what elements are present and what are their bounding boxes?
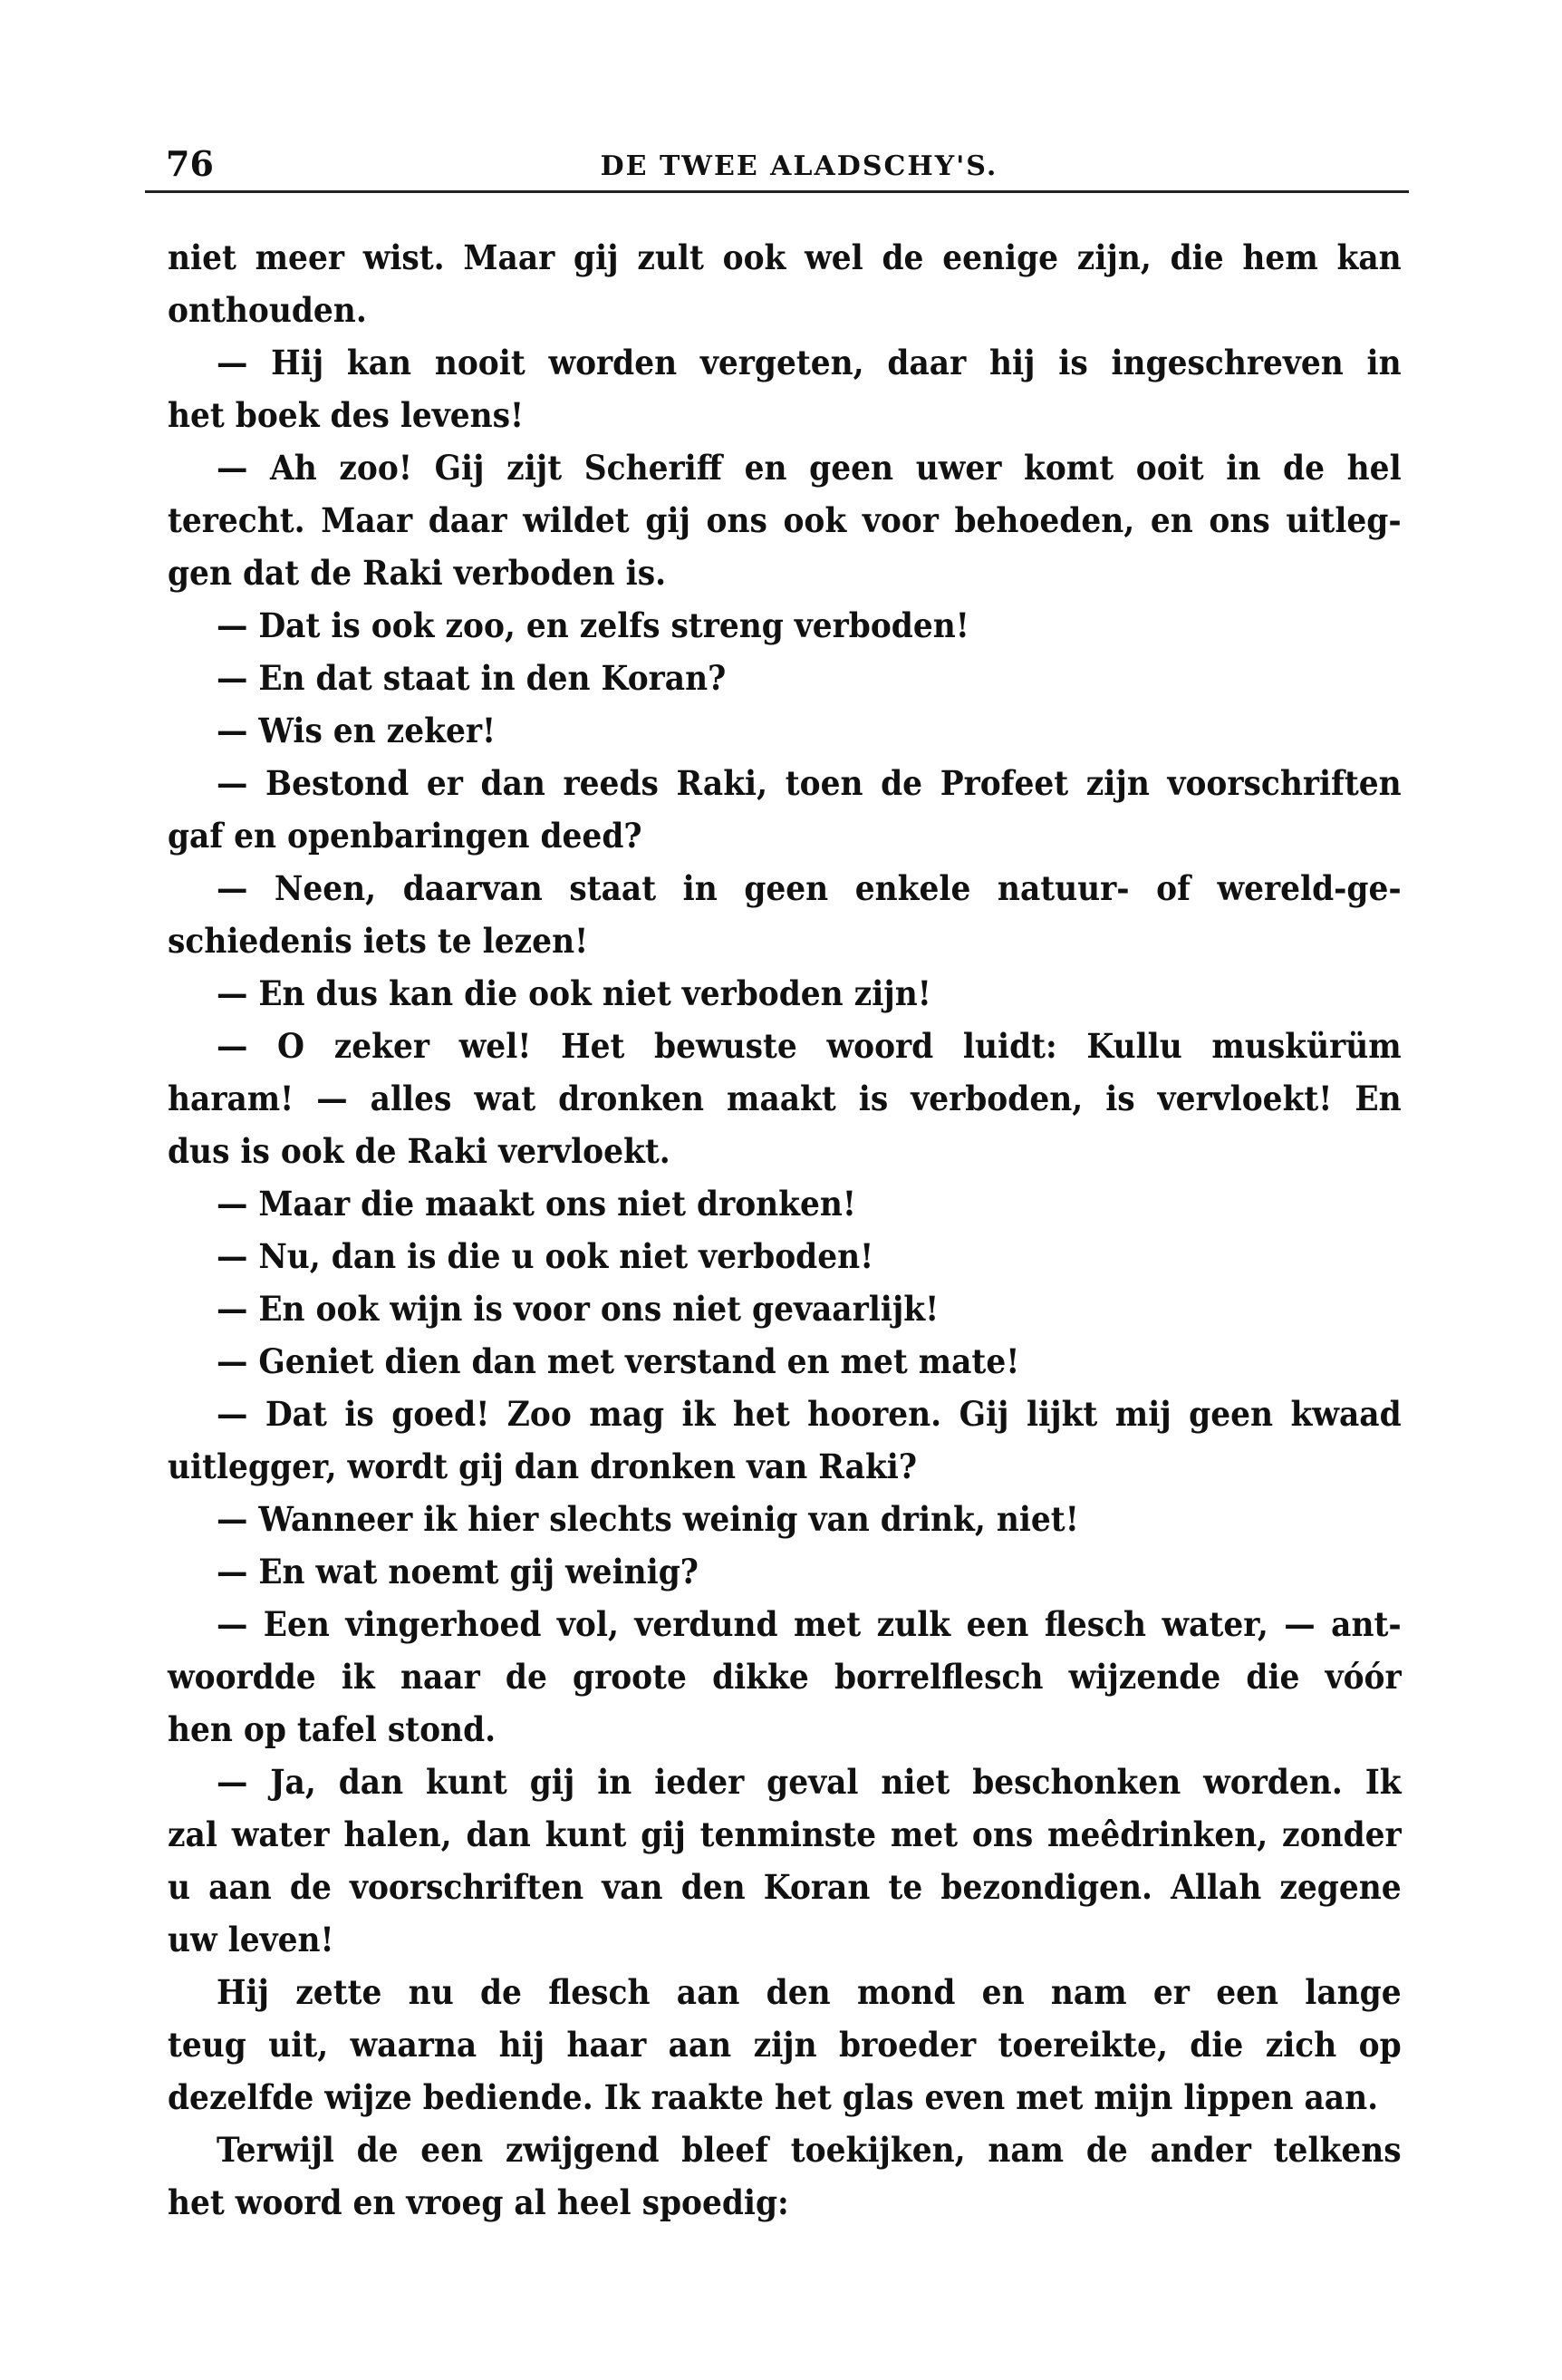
text-line: dus is ook de Raki vervloekt. <box>168 1131 670 1171</box>
text-line: — En dat staat in den Koran? <box>216 658 727 698</box>
text-line: — En wat noemt gij weinig? <box>216 1552 699 1592</box>
text-line: niet meer wist. Maar gij zult ook wel de eenige zijn, die hem kan <box>168 237 1402 277</box>
text-line: — Wanneer ik hier slechts weinig van drink, niet! <box>216 1499 1079 1539</box>
text-line: het woord en vroeg al heel spoedig: <box>168 2182 789 2222</box>
text-line: haram! — alles wat dronken maakt is verboden, is vervloekt! En <box>168 1079 1402 1118</box>
text-line: — Geniet dien dan met verstand en met mate! <box>216 1341 1020 1381</box>
text-line: — Dat is ook zoo, en zelfs streng verboden! <box>216 605 969 645</box>
text-line: gaf en openbaringen deed? <box>168 816 642 856</box>
text-line: uw leven! <box>168 1920 334 1959</box>
header-rule <box>145 190 1409 193</box>
text-line: — Ja, dan kunt gij in ieder geval niet beschonken worden. Ik <box>216 1762 1402 1802</box>
page-number: 76 <box>166 143 214 184</box>
text-line: — En dus kan die ook niet verboden zijn! <box>216 973 931 1013</box>
text-line: onthouden. <box>168 290 367 330</box>
text-line: — Dat is goed! Zoo mag ik het hooren. Gij lijkt mij geen kwaad <box>216 1394 1402 1434</box>
text-line: hen op tafel stond. <box>168 1709 497 1749</box>
page-body <box>168 231 1402 2229</box>
text-line: — Neen, daarvan staat in geen enkele natuur- of wereld-ge- <box>216 868 1402 908</box>
text-line: terecht. Maar daar wildet gij ons ook voor behoeden, en ons uitleg- <box>168 500 1402 540</box>
text-line: — O zeker wel! Het bewuste woord luidt: Kullu muskürüm <box>216 1026 1402 1066</box>
text-line: het boek des levens! <box>168 395 525 435</box>
text-line: woordde ik naar de groote dikke borrelflesch wijzende die vóór <box>168 1657 1402 1697</box>
text-line: — Wis en zeker! <box>216 711 497 750</box>
text-line: Hij zette nu de flesch aan den mond en nam er een lange <box>216 1972 1402 2012</box>
text-line: uitlegger, wordt gij dan dronken van Raki? <box>168 1446 918 1486</box>
text-line: — Bestond er dan reeds Raki, toen de Profeet zijn voorschriften <box>216 763 1402 803</box>
text-line: gen dat de Raki verboden is. <box>168 553 667 593</box>
text-line: zal water halen, dan kunt gij tenminste met ons meêdrinken, zonder <box>168 1814 1402 1854</box>
text-line: u aan de voorschriften van den Koran te bezondigen. Allah zegene <box>168 1867 1402 1907</box>
text-line: — Hij kan nooit worden vergeten, daar hij is ingeschreven in <box>216 343 1402 382</box>
text-line: teug uit, waarna hij haar aan zijn broeder toereikte, die zich op <box>168 2025 1402 2065</box>
text-line: — En ook wijn is voor ons niet gevaarlijk! <box>216 1289 940 1329</box>
text-line: — Een vingerhoed vol, verdund met zulk een flesch water, — ant- <box>216 1604 1402 1644</box>
text-line: — Nu, dan is die u ook niet verboden! <box>216 1236 874 1276</box>
text-line: Terwijl de een zwijgend bleef toekijken, nam de ander telkens <box>216 2130 1402 2170</box>
text-line: dezelfde wijze bediende. Ik raakte het glas even met mijn lippen aan. <box>168 2077 1379 2117</box>
text-line: — Maar die maakt ons niet dronken! <box>216 1184 857 1224</box>
text-line: — Ah zoo! Gij zijt Scheriff en geen uwer komt ooit in de hel <box>216 448 1402 488</box>
running-title: DE TWEE ALADSCHY'S. <box>600 150 998 182</box>
text-line: schiedenis iets te lezen! <box>168 921 589 961</box>
